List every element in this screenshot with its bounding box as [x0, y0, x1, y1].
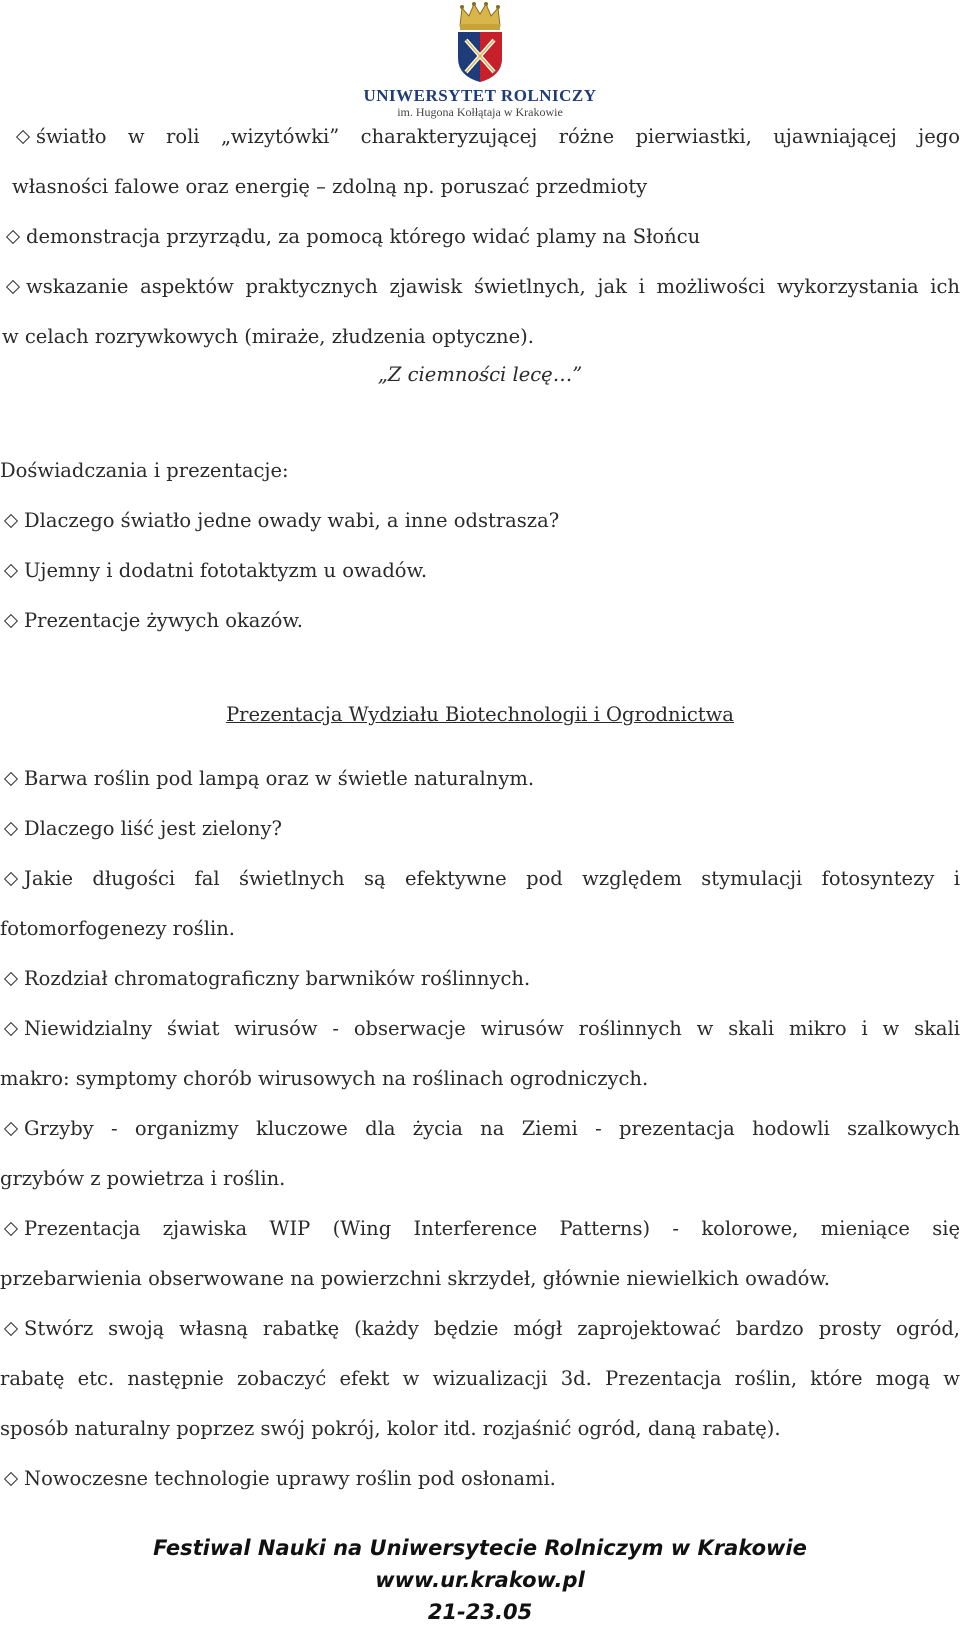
list-item: wskazanie aspektów praktycznych zjawisk świetlnych, jak i możliwości wykorzystania ich — [0, 262, 960, 312]
diamond-bullet-icon — [4, 613, 18, 627]
list-item: Niewidzialny świat wirusów - obserwacje wirusów roślinnych w skali mikro i w skali — [0, 1004, 960, 1054]
diamond-bullet-icon — [16, 129, 30, 143]
diamond-bullet-icon — [6, 279, 20, 293]
list-item-continuation: fotomorfogenezy roślin. — [0, 917, 235, 940]
list-item-continuation: rabatę etc. następnie zobaczyć efekt w wizualizacji 3d. Prezentacja roślin, które mogą w — [0, 1367, 960, 1390]
list-item-continuation: sposób naturalny poprzez swój pokrój, kolor itd. rozjaśnić ogród, daną rabatę). — [0, 1417, 781, 1440]
diamond-bullet-icon — [4, 771, 18, 785]
list-item-continuation: własności falowe oraz energię – zdolną np. poruszać przedmioty — [12, 175, 648, 198]
diamond-bullet-icon — [4, 1221, 18, 1235]
university-name: UNIWERSYTET ROLNICZY — [363, 86, 597, 105]
diamond-bullet-icon — [4, 513, 18, 527]
list-item: Stwórz swoją własną rabatkę (każdy będzie mógł zaprojektować bardzo prosty ogród, — [0, 1304, 960, 1354]
section1-title: „Z ciemności lecę…” — [377, 363, 583, 386]
section2-title: Prezentacja Wydziału Biotechnologii i Ogrodnictwa — [226, 703, 734, 726]
festival-title: Festiwal Nauki na Uniwersytecie Rolniczym w Krakowie — [153, 1536, 807, 1560]
list-item: światło w roli „wizytówki” charakteryzującej różne pierwiastki, ujawniającej jego — [0, 112, 960, 162]
section1 — [0, 446, 960, 646]
section1-lead: Doświadczania i prezentacje: — [0, 459, 289, 482]
list-item: Barwa roślin pod lampą oraz w świetle naturalnym. — [0, 754, 960, 804]
list-item: Grzyby - organizmy kluczowe dla życia na Ziemi - prezentacja hodowli szalkowych — [0, 1104, 960, 1154]
list-item: Dlaczego światło jedne owady wabi, a inne odstrasza? — [0, 496, 960, 546]
university-logo — [0, 0, 960, 122]
diamond-bullet-icon — [4, 871, 18, 885]
diamond-bullet-icon — [4, 1021, 18, 1035]
university-subtitle: im. Hugona Kołłątaja w Krakowie — [397, 105, 563, 119]
list-item: Jakie długości fal świetlnych są efektywne pod względem stymulacji fotosyntezy i — [0, 854, 960, 904]
list-item: demonstracja przyrządu, za pomocą którego widać plamy na Słońcu — [0, 212, 960, 262]
list-item-continuation: w celach rozrywkowych (miraże, złudzenia optyczne). — [2, 325, 534, 348]
diamond-bullet-icon — [4, 971, 18, 985]
list-item-continuation: przebarwienia obserwowane na powierzchni skrzydeł, głównie niewielkich owadów. — [0, 1267, 830, 1290]
diamond-bullet-icon — [4, 821, 18, 835]
list-item: Rozdział chromatograficzny barwników roślinnych. — [0, 954, 960, 1004]
diamond-bullet-icon — [4, 1471, 18, 1485]
list-item: Prezentacja zjawiska WIP (Wing Interference Patterns) - kolorowe, mieniące się — [0, 1204, 960, 1254]
diamond-bullet-icon — [4, 1321, 18, 1335]
list-item: Prezentacje żywych okazów. — [0, 596, 960, 646]
list-item: Nowoczesne technologie uprawy roślin pod osłonami. — [0, 1454, 960, 1504]
diamond-bullet-icon — [4, 1121, 18, 1135]
crest-icon — [452, 0, 508, 84]
list-item-continuation: makro: symptomy chorób wirusowych na roślinach ogrodniczych. — [0, 1067, 649, 1090]
intro-list — [0, 112, 960, 362]
list-item: Ujemny i dodatni fototaktyzm u owadów. — [0, 546, 960, 596]
diamond-bullet-icon — [4, 563, 18, 577]
section2-list — [0, 754, 960, 1504]
festival-dates: 21-23.05 — [427, 1600, 533, 1624]
list-item: Dlaczego liść jest zielony? — [0, 804, 960, 854]
diamond-bullet-icon — [6, 229, 20, 243]
list-item-continuation: grzybów z powietrza i roślin. — [0, 1167, 286, 1190]
festival-url[interactable]: www.ur.krakow.pl — [375, 1568, 585, 1592]
